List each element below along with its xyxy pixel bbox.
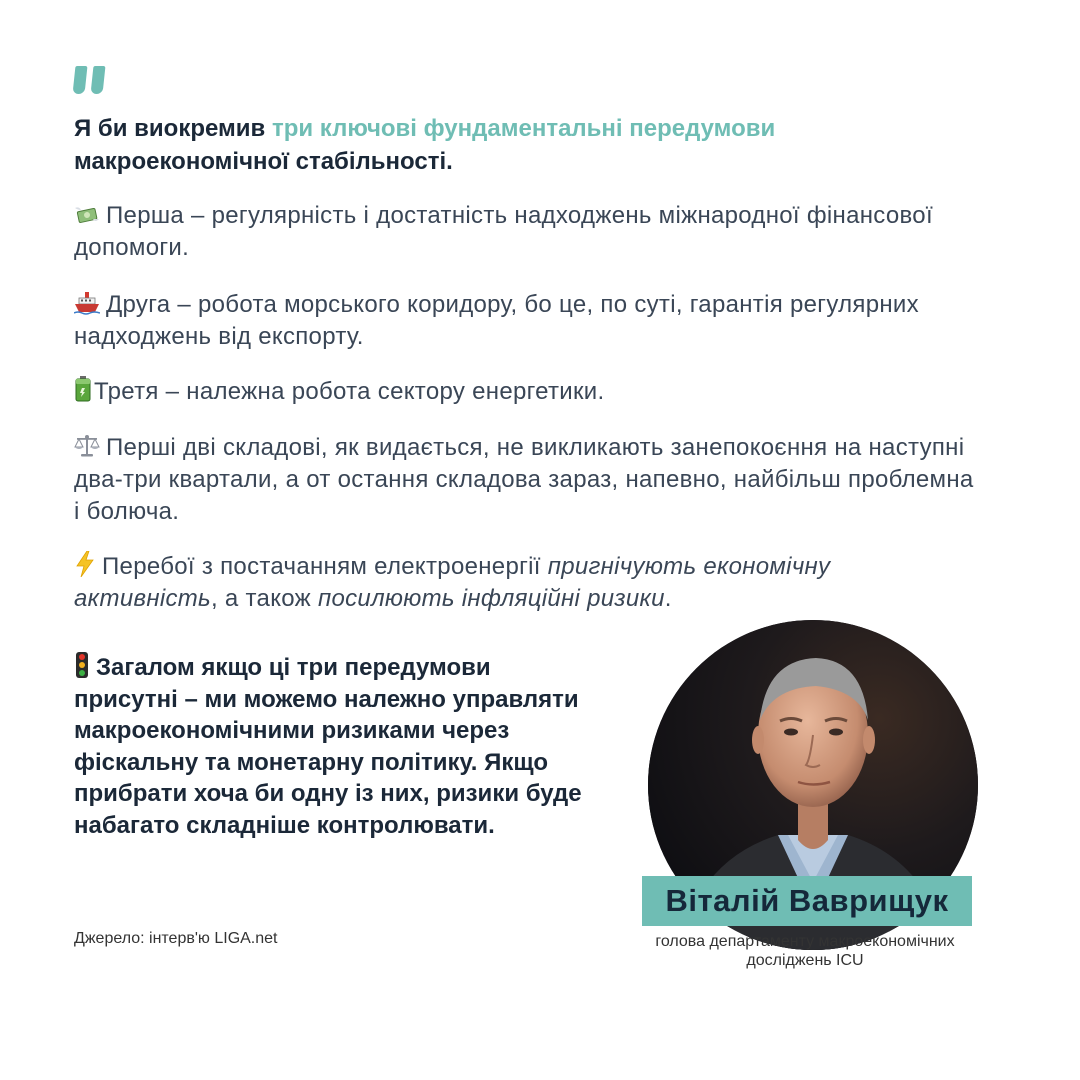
point-second: Друга – робота морського коридору, бо це, по суті, гарантія регулярних надходжень від експорту. (74, 291, 919, 350)
ship-icon (74, 291, 100, 315)
battery-icon (74, 376, 92, 402)
emphasis-activity: пригнічують економічну активність (74, 553, 831, 612)
speaker-name: Віталій Ваврищук (642, 876, 972, 926)
money-wings-icon (74, 204, 100, 226)
source-note: Джерело: інтерв'ю LIGA.net (74, 930, 278, 947)
speaker-role: голова департаменту макроекономічних досліджень ICU (655, 933, 955, 969)
point-third: Третя – належна робота сектору енергетики. (74, 376, 974, 408)
point-balance: Перші дві складові, як видається, не викликають занепокоєння на наступні два-три квартали, а от остання складова зараз, напевно, найбільш проблемна і болюча. (74, 434, 974, 525)
point-first: Перша – регулярність і достатність надходжень міжнародної фінансової допомоги. (74, 202, 933, 261)
point-power: Перебої з постачанням електроенергії пригнічують економічну активність, а також посилюють інфляційні ризики. (74, 553, 831, 612)
lead-statement: Я би виокремив три ключові фундаментальні передумови макроекономічної стабільності. (74, 115, 776, 175)
traffic-light-icon (74, 652, 90, 678)
scales-icon (74, 434, 100, 458)
quote-mark-icon (72, 66, 108, 94)
summary-statement: Загалом якщо ці три передумови присутні – ми можемо належно управляти макроекономічними ризиками через фіскальну та монетарну політику. Якщо прибрати хоча би одну із них, ризики буде набагато складніше контролювати. (74, 654, 582, 839)
lead-accent: три ключові фундаментальні передумови (271, 115, 776, 142)
emphasis-inflation: посилюють інфляційні ризики (317, 585, 665, 612)
lightning-icon (74, 551, 96, 577)
